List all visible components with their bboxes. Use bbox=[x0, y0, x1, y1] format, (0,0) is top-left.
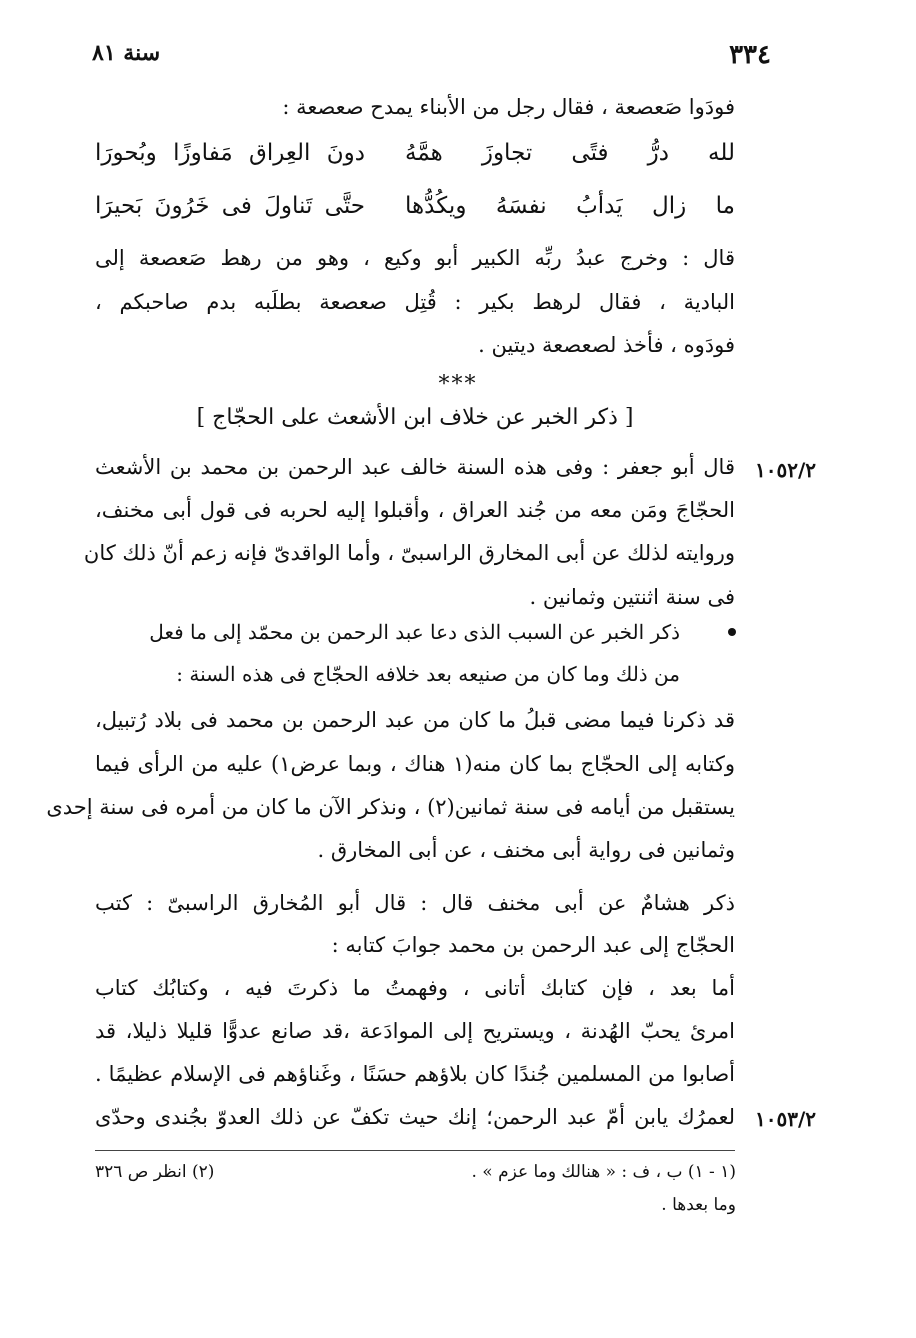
text-line: لعمرُك يابن أمّ عبد الرحمن؛ إنك حيث تكفّ عن ذلك العدوّ بجُندى وحدّى bbox=[95, 1105, 735, 1129]
text-line: الحجّاج إلى عبد الرحمن بن محمد جوابَ كتابه : bbox=[331, 933, 735, 957]
running-header-year: سنة ٨١ bbox=[92, 40, 161, 66]
subsection-heading bbox=[95, 662, 735, 686]
text-line: قد ذكرنا فيما مضى قبلُ ما كان من عبد الرحمن بن محمد فى بلاد رُتبيل، bbox=[95, 708, 735, 732]
subsection-heading-line: ذكر الخبر عن السبب الذى دعا عبد الرحمن بن محمّد إلى ما فعل bbox=[149, 620, 680, 644]
poem-hemistich-first: لله درُّ فتًى تجاوزَ همَّهُ bbox=[405, 140, 735, 166]
footnote-2: (٢) انظر ص ٣٢٦ bbox=[95, 1162, 215, 1182]
marginal-reference: ١٠٥٢/٢ bbox=[755, 458, 817, 482]
text-line: وكتابه إلى الحجّاج بما كان منه(١ هناك ، وبما عرض١) عليه من الرأى فيما bbox=[95, 752, 735, 776]
text-line: أصابوا من المسلمين جُندًا كان بلاؤهم حسَنًا ، وغَناؤهم فى الإسلام عظيمًا . bbox=[95, 1062, 735, 1086]
poem-hemistich-second: حتَّى تَناولَ فى خَرُونَ بَحيرَا bbox=[95, 193, 365, 219]
text-line: الحجّاجَ ومَن معه من جُند العراق ، وأقبلوا إليه لحربه فى قول أبى مخنف، bbox=[95, 498, 735, 522]
text-line: فودَوا صَعصعة ، فقال رجل من الأبناء يمدح صعصعة : bbox=[282, 95, 735, 119]
text-line: فودَوه ، فأخذ لصعصعة ديتين . bbox=[478, 333, 735, 357]
footnote-1: (١ - ١) ب ، ف : « هنالك وما عزم » . bbox=[471, 1162, 736, 1182]
page-number: ٣٣٤ bbox=[729, 40, 771, 70]
text-line: امرئ يحبّ الهُدنة ، ويستريح إلى الموادَعة ،قد صانع عدوًّا قليلا ذليلا، قد bbox=[95, 1019, 735, 1043]
text-line: يستقبل من أيامه فى سنة ثمانين(٢) ، ونذكر الآن ما كان من أمره فى سنة إحدى bbox=[46, 795, 735, 819]
text-line: أما بعد ، فإن كتابك أتانى ، وفهمتُ ما ذكرتَ فيه ، وكتابُك كتاب bbox=[95, 976, 735, 1000]
subsection-heading bbox=[95, 620, 735, 644]
footnote-2-continuation: وما بعدها . bbox=[661, 1195, 736, 1215]
text-line: وثمانين فى رواية أبى مخنف ، عن أبى المخارق . bbox=[317, 838, 735, 862]
section-separator: *** bbox=[438, 372, 478, 397]
text-line: البادية ، فقال لرهط بكير : قُتِل صعصعة بطلَبه بدم صاحبكم ، bbox=[95, 290, 735, 314]
poem-hemistich-first: ما زال يَدأبُ نفسَهُ ويكُدُّها bbox=[405, 193, 735, 219]
text-line: قال أبو جعفر : وفى هذه السنة خالف عبد الرحمن بن محمد بن الأشعث bbox=[95, 455, 735, 479]
marginal-reference: ١٠٥٣/٢ bbox=[755, 1107, 817, 1131]
text-line: وروايته لذلك عن أبى المخارق الراسبىّ ، وأما الواقدىّ فإنه زعم أنّ ذلك كان bbox=[83, 541, 735, 565]
poem-verse bbox=[95, 140, 735, 180]
section-title: [ ذكر الخبر عن خلاف ابن الأشعث على الحجّاج ] bbox=[196, 405, 634, 430]
footnote-divider bbox=[95, 1150, 735, 1151]
text-line: ذكر هشامٌ عن أبى مخنف قال : قال أبو المُخارق الراسبىّ : كتب bbox=[95, 891, 735, 915]
poem-verse bbox=[95, 193, 735, 233]
text-line: فى سنة اثنتين وثمانين . bbox=[529, 585, 735, 609]
text-line: قال : وخرج عبدُ ربِّه الكبير أبو وكيع ، وهو من رهط صَعصعة إلى bbox=[95, 246, 735, 270]
poem-hemistich-second: دونَ العِراق مَفاوزًا وبُحورَا bbox=[95, 140, 365, 166]
subsection-heading-line: من ذلك وما كان من صنيعه بعد خلافه الحجّاج فى هذه السنة : bbox=[176, 662, 680, 686]
